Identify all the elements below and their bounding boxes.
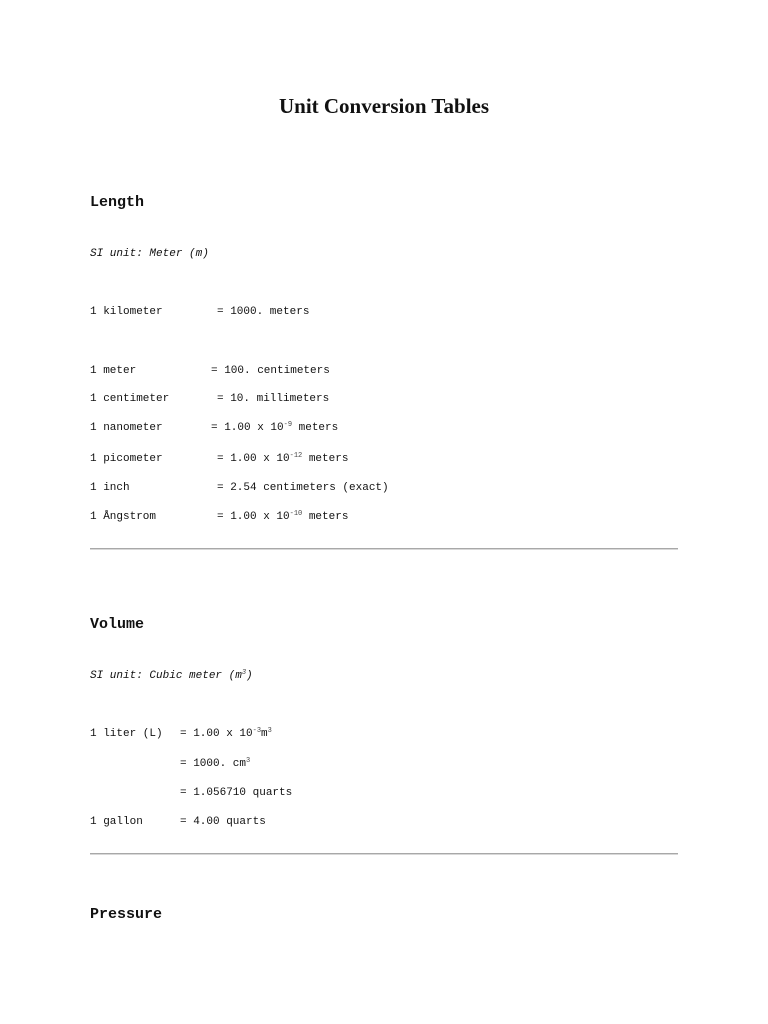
exponent: -9 xyxy=(283,421,293,429)
length-row xyxy=(90,480,389,496)
length-row-unit: 1 inch xyxy=(90,482,130,494)
length-row-unit-suffix: meters xyxy=(302,511,349,523)
volume-si-unit xyxy=(90,668,253,684)
length-heading: Length xyxy=(90,194,145,211)
length-row xyxy=(90,420,338,436)
length-row-unit: 1 centimeter xyxy=(90,393,170,405)
volume-row xyxy=(90,756,250,772)
exponent: -10 xyxy=(289,510,303,518)
length-row-value: = 1.00 x 10 xyxy=(217,511,290,523)
length-row-unit: 1 Ångstrom xyxy=(90,511,157,523)
length-row-unit-suffix: meters xyxy=(302,453,349,465)
volume-row-unit-suffix: m xyxy=(261,728,268,740)
volume-row xyxy=(90,814,266,830)
length-row xyxy=(90,363,330,379)
section-divider xyxy=(90,853,678,855)
exponent: 3 xyxy=(241,669,247,677)
exponent: -12 xyxy=(289,452,303,460)
volume-row-value: = 1000. cm xyxy=(180,758,247,770)
pressure-heading: Pressure xyxy=(90,906,163,923)
volume-row xyxy=(90,785,292,801)
length-si-unit: SI unit: Meter (m) xyxy=(90,248,209,260)
page-title: Unit Conversion Tables xyxy=(278,94,490,118)
length-row-unit-suffix: meters xyxy=(292,422,339,434)
volume-row-value: = 1.056710 quarts xyxy=(180,787,293,799)
exponent: -3 xyxy=(252,727,262,735)
length-row-value: = 1.00 x 10 xyxy=(217,453,290,465)
length-row xyxy=(90,451,348,467)
volume-row-value: = 4.00 quarts xyxy=(180,816,266,828)
volume-row-unit: 1 gallon xyxy=(90,816,143,828)
length-row-unit: 1 kilometer xyxy=(90,306,163,318)
volume-si-close: ) xyxy=(246,670,253,682)
length-row-unit: 1 nanometer xyxy=(90,422,163,434)
length-row-value: = 2.54 centimeters (exact) xyxy=(217,482,389,494)
length-row-unit: 1 picometer xyxy=(90,453,163,465)
length-row xyxy=(90,391,329,407)
length-row xyxy=(90,509,348,525)
length-row-unit: 1 meter xyxy=(90,365,137,377)
section-divider xyxy=(90,548,678,550)
volume-heading: Volume xyxy=(90,616,145,633)
volume-row-unit: 1 liter (L) xyxy=(90,728,163,740)
length-row-value: = 1000. meters xyxy=(217,306,310,318)
exponent: 3 xyxy=(246,757,251,765)
length-row xyxy=(90,304,309,320)
length-row-value: = 100. centimeters xyxy=(211,365,330,377)
volume-row xyxy=(90,726,272,742)
volume-row-value: = 1.00 x 10 xyxy=(180,728,253,740)
exponent: 3 xyxy=(267,727,272,735)
length-row-value: = 10. millimeters xyxy=(217,393,330,405)
length-row-value: = 1.00 x 10 xyxy=(211,422,284,434)
volume-si-text: SI unit: Cubic meter (m xyxy=(90,670,242,682)
